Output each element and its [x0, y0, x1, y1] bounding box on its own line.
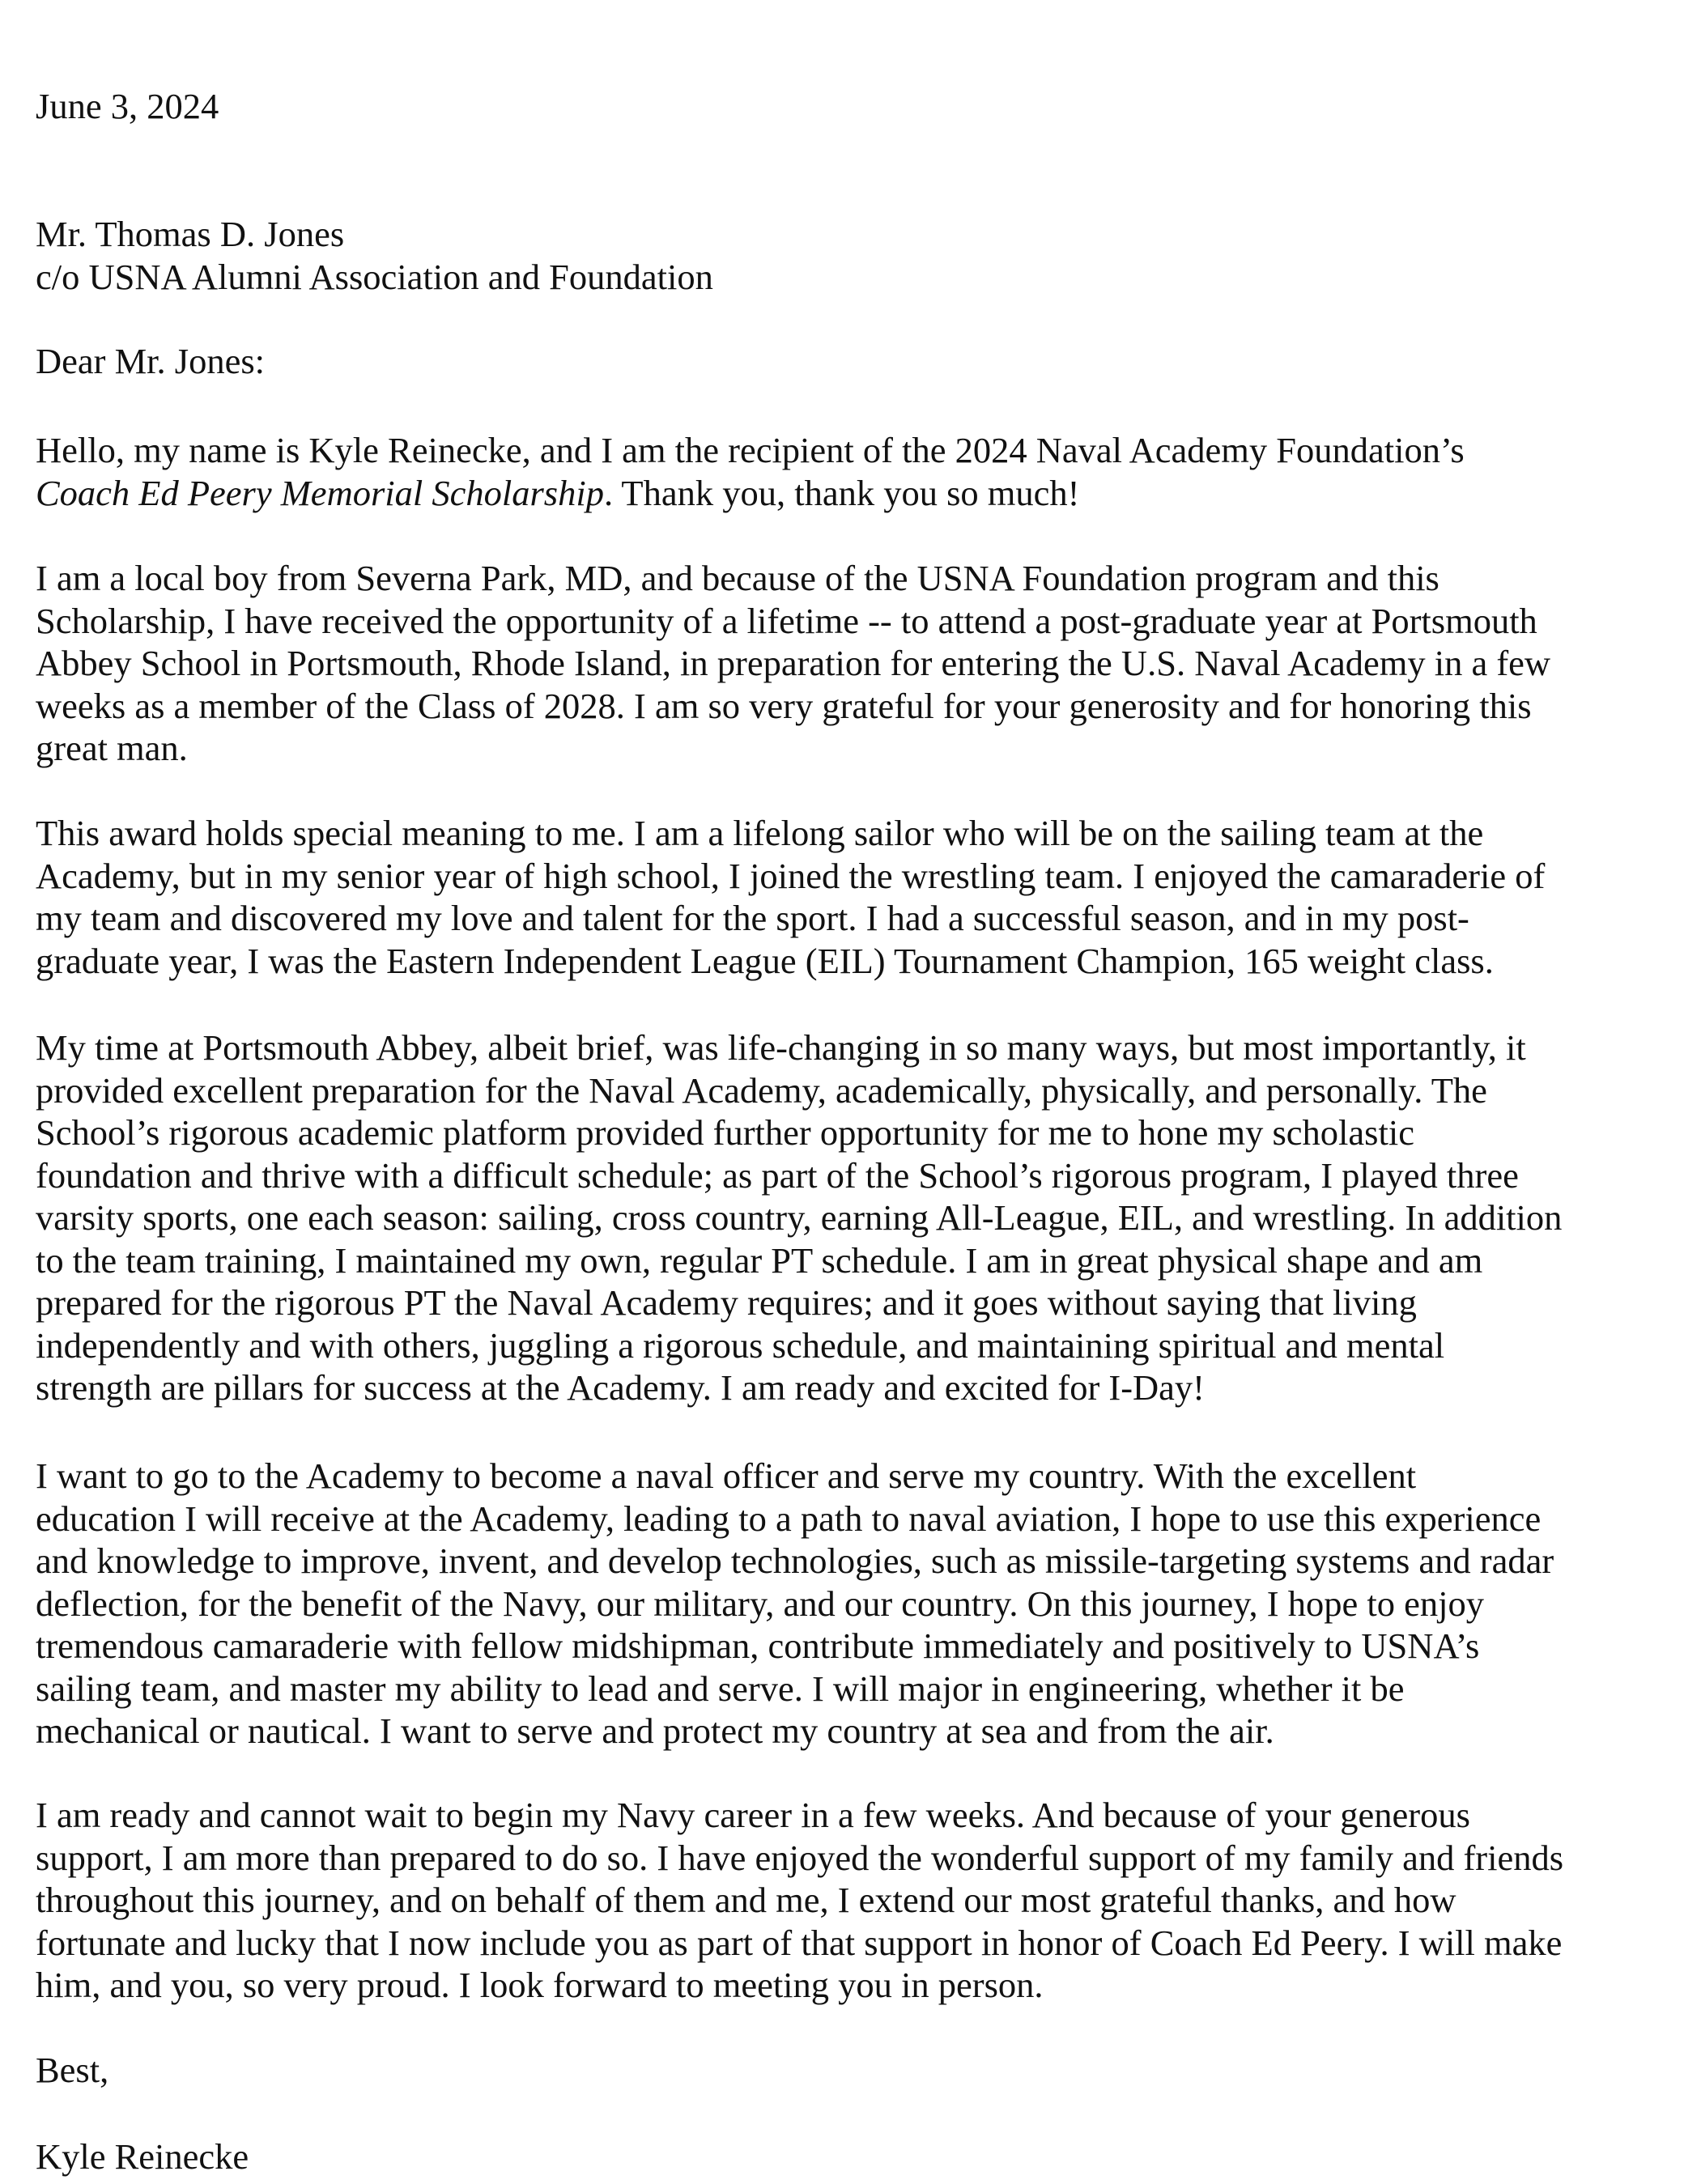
paragraph-line: to the team training, I maintained my own, regular PT schedule. I am in great physical shape and am [36, 1239, 1483, 1281]
paragraph-line: graduate year, I was the Eastern Independent League (EIL) Tournament Champion, 165 weight class. [36, 940, 1494, 981]
paragraph-line: my team and discovered my love and talent for the sport. I had a successful season, and in my post- [36, 898, 1469, 938]
paragraph-goals [36, 1455, 1554, 1753]
paragraph-background [36, 557, 1550, 770]
paragraph-line: fortunate and lucky that I now include you as part of that support in honor of Coach Ed Peery. I will make [36, 1922, 1563, 1963]
paragraph-line: provided excellent preparation for the Naval Academy, academically, physically, and personally. The [36, 1069, 1487, 1111]
paragraph-portsmouth-abbey [36, 1026, 1562, 1409]
paragraph-line: I am ready and cannot wait to begin my Navy career in a few weeks. And because of your generous [36, 1795, 1470, 1835]
paragraph-line [36, 472, 1465, 515]
letter-date: June 3, 2024 [36, 86, 219, 126]
paragraph-line: prepared for the rigorous PT the Naval Academy requires; and it goes without saying that living [36, 1282, 1417, 1323]
paragraph-line: Abbey School in Portsmouth, Rhode Island, in preparation for entering the U.S. Naval Academy in a few [36, 643, 1551, 683]
salutation: Dear Mr. Jones: [36, 341, 266, 381]
paragraph-line: Scholarship, I have received the opportunity of a lifetime -- to attend a post-graduate year at Portsmouth [36, 600, 1537, 641]
scholarship-name: Coach Ed Peery Memorial Scholarship [36, 472, 604, 513]
paragraph-line: Hello, my name is Kyle Reinecke, and I am the recipient of the 2024 Naval Academy Foundation’s [36, 430, 1465, 470]
paragraph-line: strength are pillars for success at the Academy. I am ready and excited for I-Day! [36, 1367, 1205, 1408]
recipient-address [36, 213, 713, 298]
recipient-name: Mr. Thomas D. Jones [36, 214, 345, 254]
paragraph-line: mechanical or nautical. I want to serve and protect my country at sea and from the air. [36, 1710, 1274, 1751]
signature-name: Kyle Reinecke [36, 2136, 249, 2177]
paragraph-line: and knowledge to improve, invent, and develop technologies, such as missile-targeting systems and radar [36, 1540, 1554, 1581]
paragraph-line: independently and with others, juggling a rigorous schedule, and maintaining spiritual and mental [36, 1324, 1445, 1366]
paragraph-intro [36, 429, 1465, 514]
paragraph-line: This award holds special meaning to me. I am a lifelong sailor who will be on the sailing team at the [36, 813, 1484, 853]
recipient-organization: c/o USNA Alumni Association and Foundation [36, 256, 713, 297]
paragraph-line: education I will receive at the Academy, leading to a path to naval aviation, I hope to use this experience [36, 1498, 1542, 1539]
paragraph-line: Academy, but in my senior year of high school, I joined the wrestling team. I enjoyed the camaraderie of [36, 855, 1546, 896]
paragraph-line: support, I am more than prepared to do so. I have enjoyed the wonderful support of my family and friends [36, 1837, 1564, 1878]
paragraph-line: My time at Portsmouth Abbey, albeit brief, was life-changing in so many ways, but most importantly, it [36, 1027, 1526, 1068]
paragraph-line: varsity sports, one each season: sailing, cross country, earning All-League, EIL, and wrestling. In addition [36, 1197, 1563, 1238]
closing: Best, [36, 2050, 109, 2090]
paragraph-line: throughout this journey, and on behalf of them and me, I extend our most grateful thanks, and how [36, 1880, 1456, 1920]
paragraph-line: foundation and thrive with a difficult schedule; as part of the School’s rigorous program, I played three [36, 1154, 1519, 1196]
paragraph-line: School’s rigorous academic platform provided further opportunity for me to hone my scholastic [36, 1112, 1414, 1153]
paragraph-line: deflection, for the benefit of the Navy, our military, and our country. On this journey, I hope to enjoy [36, 1583, 1484, 1624]
paragraph-line: weeks as a member of the Class of 2028. I am so very grateful for your generosity and for honoring this [36, 685, 1532, 726]
paragraph-award-meaning [36, 812, 1545, 982]
paragraph-line: tremendous camaraderie with fellow midshipman, contribute immediately and positively to USNA’s [36, 1625, 1480, 1666]
paragraph-line: I am a local boy from Severna Park, MD, and because of the USNA Foundation program and this [36, 558, 1439, 598]
paragraph-thanks [36, 1794, 1563, 2007]
paragraph-line-rest: . Thank you, thank you so much! [603, 472, 1080, 513]
paragraph-line: I want to go to the Academy to become a naval officer and serve my country. With the excellent [36, 1455, 1417, 1496]
paragraph-line: sailing team, and master my ability to lead and serve. I will major in engineering, whether it be [36, 1668, 1405, 1709]
paragraph-line: great man. [36, 728, 188, 768]
paragraph-line: him, and you, so very proud. I look forward to meeting you in person. [36, 1965, 1044, 2005]
